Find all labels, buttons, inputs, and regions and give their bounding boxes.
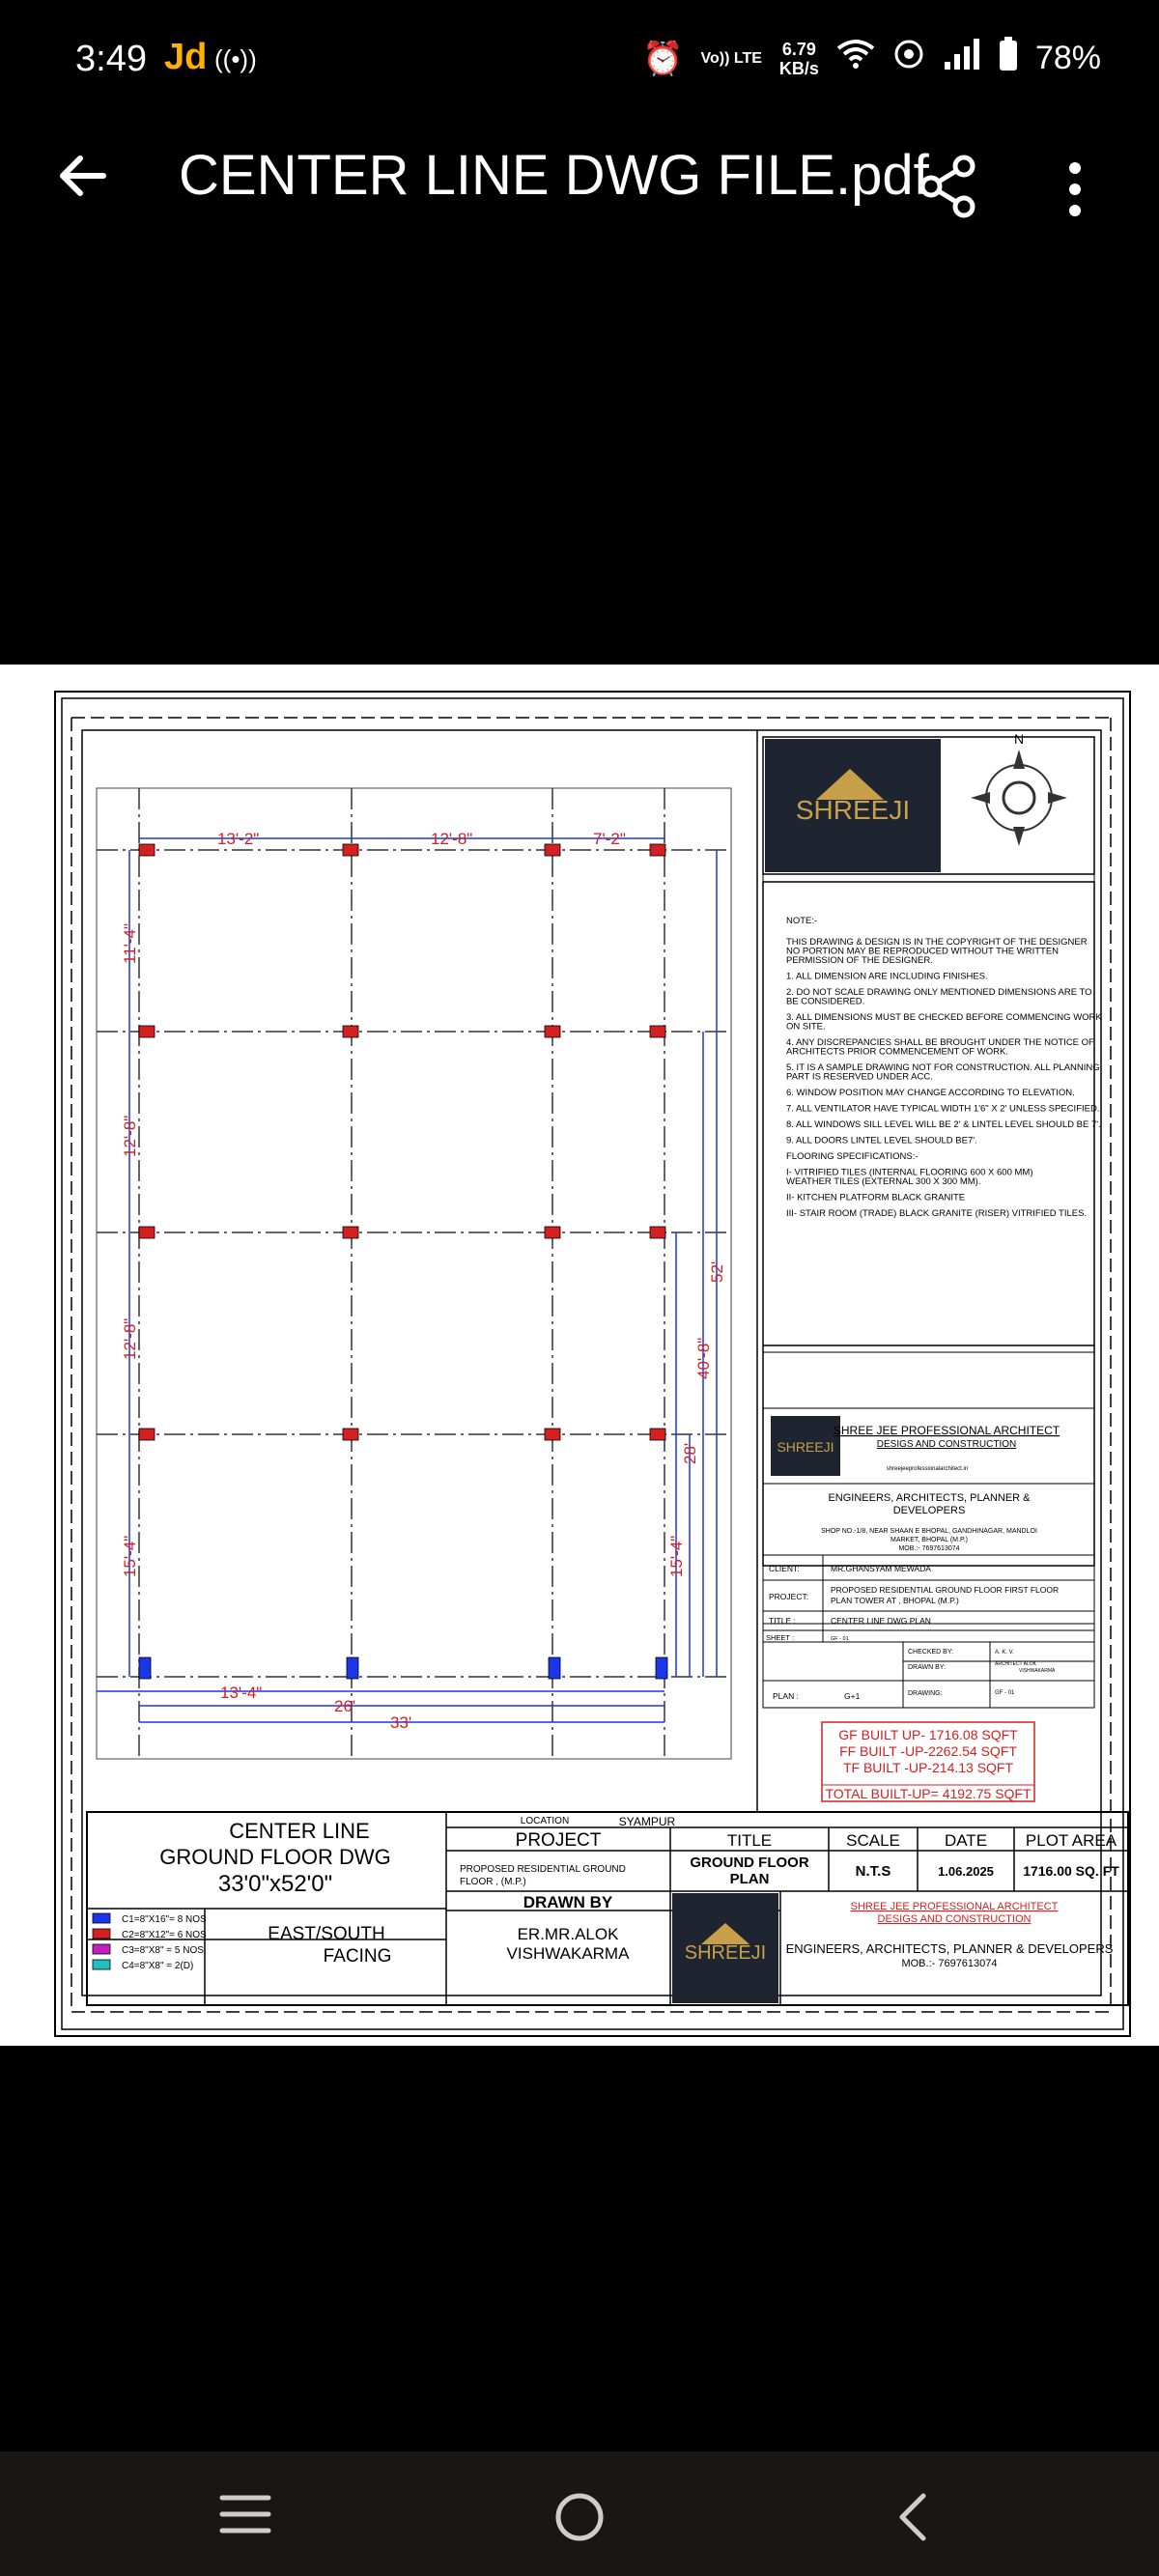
right-panel <box>763 731 1102 1801</box>
project-label: PROJECT: <box>769 1592 809 1601</box>
column-c2 <box>139 1429 155 1440</box>
facing-text: EAST/SOUTH <box>268 1924 385 1944</box>
small-logo-text: SHREEJI <box>777 1439 834 1455</box>
builtup-ff: FF BUILT -UP-2262.54 SQFT <box>839 1743 1017 1759</box>
column-c2 <box>343 1026 358 1037</box>
column-c1 <box>347 1657 358 1679</box>
plot-area-value: 1716.00 SQ. FT <box>1023 1863 1119 1879</box>
note-line: FLOORING SPECIFICATIONS:- <box>786 1151 919 1162</box>
legend-swatch <box>93 1929 110 1939</box>
project-desc: PLAN TOWER AT , BHOPAL (M.P.) <box>831 1596 959 1605</box>
logo-text: SHREEJI <box>795 795 911 825</box>
project-header: PROJECT <box>515 1830 602 1851</box>
note-line: THIS DRAWING & DESIGN IS IN THE COPYRIGHT OF THE DESIGNER <box>786 937 1088 948</box>
column-c2 <box>139 1026 155 1037</box>
volte-indicator: Vo)) LTE <box>700 49 762 67</box>
ground-floor-title: GROUND FLOOR DWG <box>159 1845 391 1869</box>
battery-icon <box>999 37 1018 80</box>
legend-item: C1=8"X16"= 8 NOS <box>122 1914 207 1925</box>
column-c2 <box>545 1227 560 1238</box>
note-line: ARCHITECTS PRIOR COMMENCEMENT OF WORK. <box>786 1046 1008 1058</box>
client-name: MR.GHANSYAM MEWADA <box>831 1564 931 1573</box>
scale-value: N.T.S <box>855 1863 891 1880</box>
plan-frame <box>97 788 731 1759</box>
column-c2 <box>650 844 665 856</box>
title-value: GROUND FLOOR <box>690 1854 809 1871</box>
note-line: I- VITRIFIED TILES (INTERNAL FLOORING 600 X 600 MM) <box>786 1167 1033 1178</box>
dim-label: 11'-4" <box>121 922 139 964</box>
note-line: 2. DO NOT SCALE DRAWING ONLY MENTIONED DIMENSIONS ARE TO <box>786 987 1092 998</box>
dim-label: 40'-8" <box>694 1337 713 1379</box>
location-value: SYAMPUR <box>618 1815 676 1828</box>
drawing-label: DRAWING: <box>908 1690 943 1697</box>
sheet-row <box>763 1630 1094 1642</box>
document-title: CENTER LINE DWG FILE.pdf <box>179 144 929 207</box>
column-c2 <box>139 1227 155 1238</box>
legend-item: C3=8"X8" = 5 NOS. <box>122 1945 207 1956</box>
checked-label: CHECKED BY: <box>908 1649 954 1656</box>
legend-item: C2=8"X12"= 6 NOS <box>122 1930 207 1940</box>
dim-label: 12'-8" <box>121 1115 139 1157</box>
firm-subtitle: DESIGS AND CONSTRUCTION <box>877 1913 1032 1925</box>
share-icon[interactable] <box>918 155 977 223</box>
scale-header: SCALE <box>846 1831 900 1850</box>
drawn-by-header: DRAWN BY <box>523 1893 613 1911</box>
note-line: 9. ALL DOORS LINTEL LEVEL SHOULD BE7'. <box>786 1135 977 1146</box>
navigation-bar <box>0 2451 1159 2576</box>
plan-label: PLAN : <box>773 1691 799 1701</box>
hotspot-icon: ((•)) <box>214 44 257 73</box>
notes-heading: NOTE:- <box>786 916 818 926</box>
client-label: CLIENT: <box>769 1564 800 1573</box>
drawing-svg <box>0 665 1159 2046</box>
column-c2 <box>650 1227 665 1238</box>
note-line: 3. ALL DIMENSIONS MUST BE CHECKED BEFORE COMMENCING WORK <box>786 1012 1102 1023</box>
dim-label: 12'-8" <box>431 830 473 848</box>
note-line: 6. WINDOW POSITION MAY CHANGE ACCORDING TO ELEVATION. <box>786 1088 1075 1098</box>
title-header: TITLE <box>726 1831 773 1850</box>
column-c2 <box>545 844 560 856</box>
note-line: 4. ANY DISCREPANCIES SHALL BE BROUGHT UNDER THE NOTICE OF <box>786 1037 1094 1048</box>
legend-item: C4=8"X8" = 2(D) <box>122 1961 194 1971</box>
firm-mob: MOB.:- 7697613074 <box>898 1545 960 1552</box>
date-value: 1.06.2025 <box>938 1864 994 1879</box>
note-line: 5. IT IS A SAMPLE DRAWING NOT FOR CONSTRUCTION. ALL PLANNING <box>786 1062 1100 1073</box>
more-options-icon[interactable] <box>1067 160 1083 223</box>
speed-value: 6.79 <box>781 39 816 59</box>
note-line: PERMISSION OF THE DESIGNER. <box>786 955 933 966</box>
facing-text: FACING <box>323 1946 392 1967</box>
column-c2 <box>343 1227 358 1238</box>
column-c2 <box>343 844 358 856</box>
plan-value: G+1 <box>844 1691 861 1701</box>
drawing-value: GF - 01 <box>995 1690 1015 1696</box>
column-c2 <box>650 1026 665 1037</box>
note-line: III- STAIR ROOM (TRADE) BLACK GRANITE (RISER) VITRIFIED TILES. <box>786 1208 1088 1219</box>
app-bar <box>0 126 1159 251</box>
firm-services: DEVELOPERS <box>892 1505 966 1516</box>
title-label: TITLE : <box>769 1616 796 1626</box>
status-bar <box>0 0 1159 126</box>
note-line: ON SITE. <box>786 1021 826 1033</box>
drawn-by-name: ER.MR.ALOK <box>517 1925 619 1943</box>
dim-label: 13'-2" <box>217 830 260 848</box>
legend-swatch <box>93 1913 110 1923</box>
logo-text: SHREEJI <box>684 1942 767 1964</box>
network-speed <box>779 40 819 78</box>
firm-services: ENGINEERS, ARCHITECTS, PLANNER & DEVELOPERS <box>785 1941 1114 1956</box>
firm-name: SHREE JEE PROFESSIONAL ARCHITECT <box>833 1424 1060 1437</box>
builtup-tf: TF BUILT -UP-214.13 SQFT <box>842 1760 1014 1775</box>
speed-unit: KB/s <box>778 58 819 78</box>
column-c2 <box>545 1026 560 1037</box>
builtup-total: TOTAL BUILT-UP= 4192.75 SQFT <box>825 1786 1032 1801</box>
separator <box>763 874 1094 882</box>
sheet-label: SHEET : <box>766 1633 795 1642</box>
drawn-value: ARCHITECT ALOK <box>995 1661 1036 1667</box>
column-c2 <box>650 1429 665 1440</box>
center-line-plan <box>97 788 731 1759</box>
column-c2 <box>545 1429 560 1440</box>
firm-name: SHREE JEE PROFESSIONAL ARCHITECT <box>850 1901 1059 1912</box>
drawn-by-name: VISHWAKARMA <box>506 1944 630 1963</box>
firm-services: ENGINEERS, ARCHITECTS, PLANNER & <box>828 1492 1031 1504</box>
firm-address: MARKET, BHOPAL (M.P.) <box>890 1537 968 1543</box>
checked-value: A. K. V. <box>995 1650 1014 1656</box>
jd-app-icon: Jd <box>164 37 208 77</box>
home-icon[interactable] <box>552 2490 607 2549</box>
note-line: II- KITCHEN PLATFORM BLACK GRANITE <box>786 1192 966 1203</box>
dim-label: 33' <box>390 1713 412 1732</box>
note-line: BE CONSIDERED. <box>786 996 865 1007</box>
legend-swatch <box>93 1944 110 1954</box>
location-label: LOCATION <box>520 1816 570 1826</box>
signal-icon <box>943 39 981 78</box>
dim-label: 15'-4" <box>121 1535 139 1577</box>
bottom-title-strip <box>87 1812 1128 2005</box>
note-line: 8. ALL WINDOWS SILL LEVEL WILL BE 2' & LINTEL LEVEL SHOULD BE 7'. <box>786 1119 1101 1130</box>
drawing-frame <box>82 730 1101 1996</box>
dim-label: 12'-8" <box>121 1317 139 1360</box>
note-line: NO PORTION MAY BE REPRODUCED WITHOUT THE WRITTEN <box>786 946 1060 957</box>
title-value: CENTER LINE DWG PLAN <box>831 1616 931 1626</box>
plot-size-title: 33'0"x52'0" <box>217 1871 333 1897</box>
dim-label: 28' <box>681 1442 699 1464</box>
back-arrow-icon[interactable] <box>53 147 111 219</box>
column-c2 <box>343 1429 358 1440</box>
project-desc: FLOOR , (M.P.) <box>460 1877 526 1887</box>
recent-apps-icon[interactable] <box>218 2490 272 2543</box>
project-desc: PROPOSED RESIDENTIAL GROUND <box>460 1864 626 1875</box>
firm-email: shreejeeprofessionalarchitect.in <box>886 1466 969 1472</box>
column-c1 <box>656 1657 667 1679</box>
dim-label: 13'-4" <box>220 1684 263 1702</box>
title-value: PLAN <box>729 1871 770 1887</box>
note-line: WEATHER TILES (EXTERNAL 300 X 300 MM). <box>786 1176 981 1187</box>
wifi-icon <box>836 39 875 78</box>
note-line: 1. ALL DIMENSION ARE INCLUDING FINISHES. <box>786 971 988 982</box>
column-c2 <box>139 844 155 856</box>
plot-area-header: PLOT AREA <box>1025 1831 1117 1850</box>
firm-subtitle: DESIGS AND CONSTRUCTION <box>876 1439 1017 1450</box>
notes-text <box>786 916 1102 1219</box>
dim-label: 15'-4" <box>667 1535 686 1577</box>
note-line: PART IS RESERVED UNDER ACC. <box>786 1071 933 1083</box>
dim-label: 7'-2" <box>593 830 626 848</box>
column-legend <box>93 1913 207 1971</box>
project-desc: PROPOSED RESIDENTIAL GROUND FLOOR FIRST FLOOR <box>831 1585 1060 1595</box>
center-line-title: CENTER LINE <box>229 1819 370 1843</box>
dim-label: 52' <box>708 1260 726 1283</box>
drawn-label: DRAWN BY: <box>908 1664 947 1671</box>
column-c1 <box>549 1657 560 1679</box>
legend-swatch <box>93 1960 110 1969</box>
data-saver-icon <box>892 38 925 79</box>
builtup-gf: GF BUILT UP- 1716.08 SQFT <box>838 1727 1018 1742</box>
firm-mob: MOB.:- 7697613074 <box>901 1958 998 1969</box>
compass-icon <box>971 731 1067 846</box>
back-nav-icon[interactable] <box>890 2490 933 2549</box>
date-header: DATE <box>944 1831 988 1850</box>
column-c1 <box>139 1657 151 1679</box>
pdf-page[interactable] <box>0 665 1159 2046</box>
firm-address: SHOP NO.-1/8, NEAR SHAAN E BHOPAL, GANDHINAGAR, MANDLOI <box>821 1528 1037 1535</box>
dim-label: 26' <box>334 1697 356 1715</box>
sheet-value: GF - 01 <box>831 1636 849 1642</box>
battery-percent: 78% <box>1034 40 1101 76</box>
clock: 3:49 <box>75 39 147 79</box>
svg-text:N: N <box>1013 731 1025 747</box>
note-line: 7. ALL VENTILATOR HAVE TYPICAL WIDTH 1'6" X 2' UNLESS SPECIFIED. <box>786 1103 1100 1115</box>
alarm-icon: ⏰ <box>642 40 684 77</box>
drawn-value: VISHWAKARMA <box>1019 1668 1056 1674</box>
